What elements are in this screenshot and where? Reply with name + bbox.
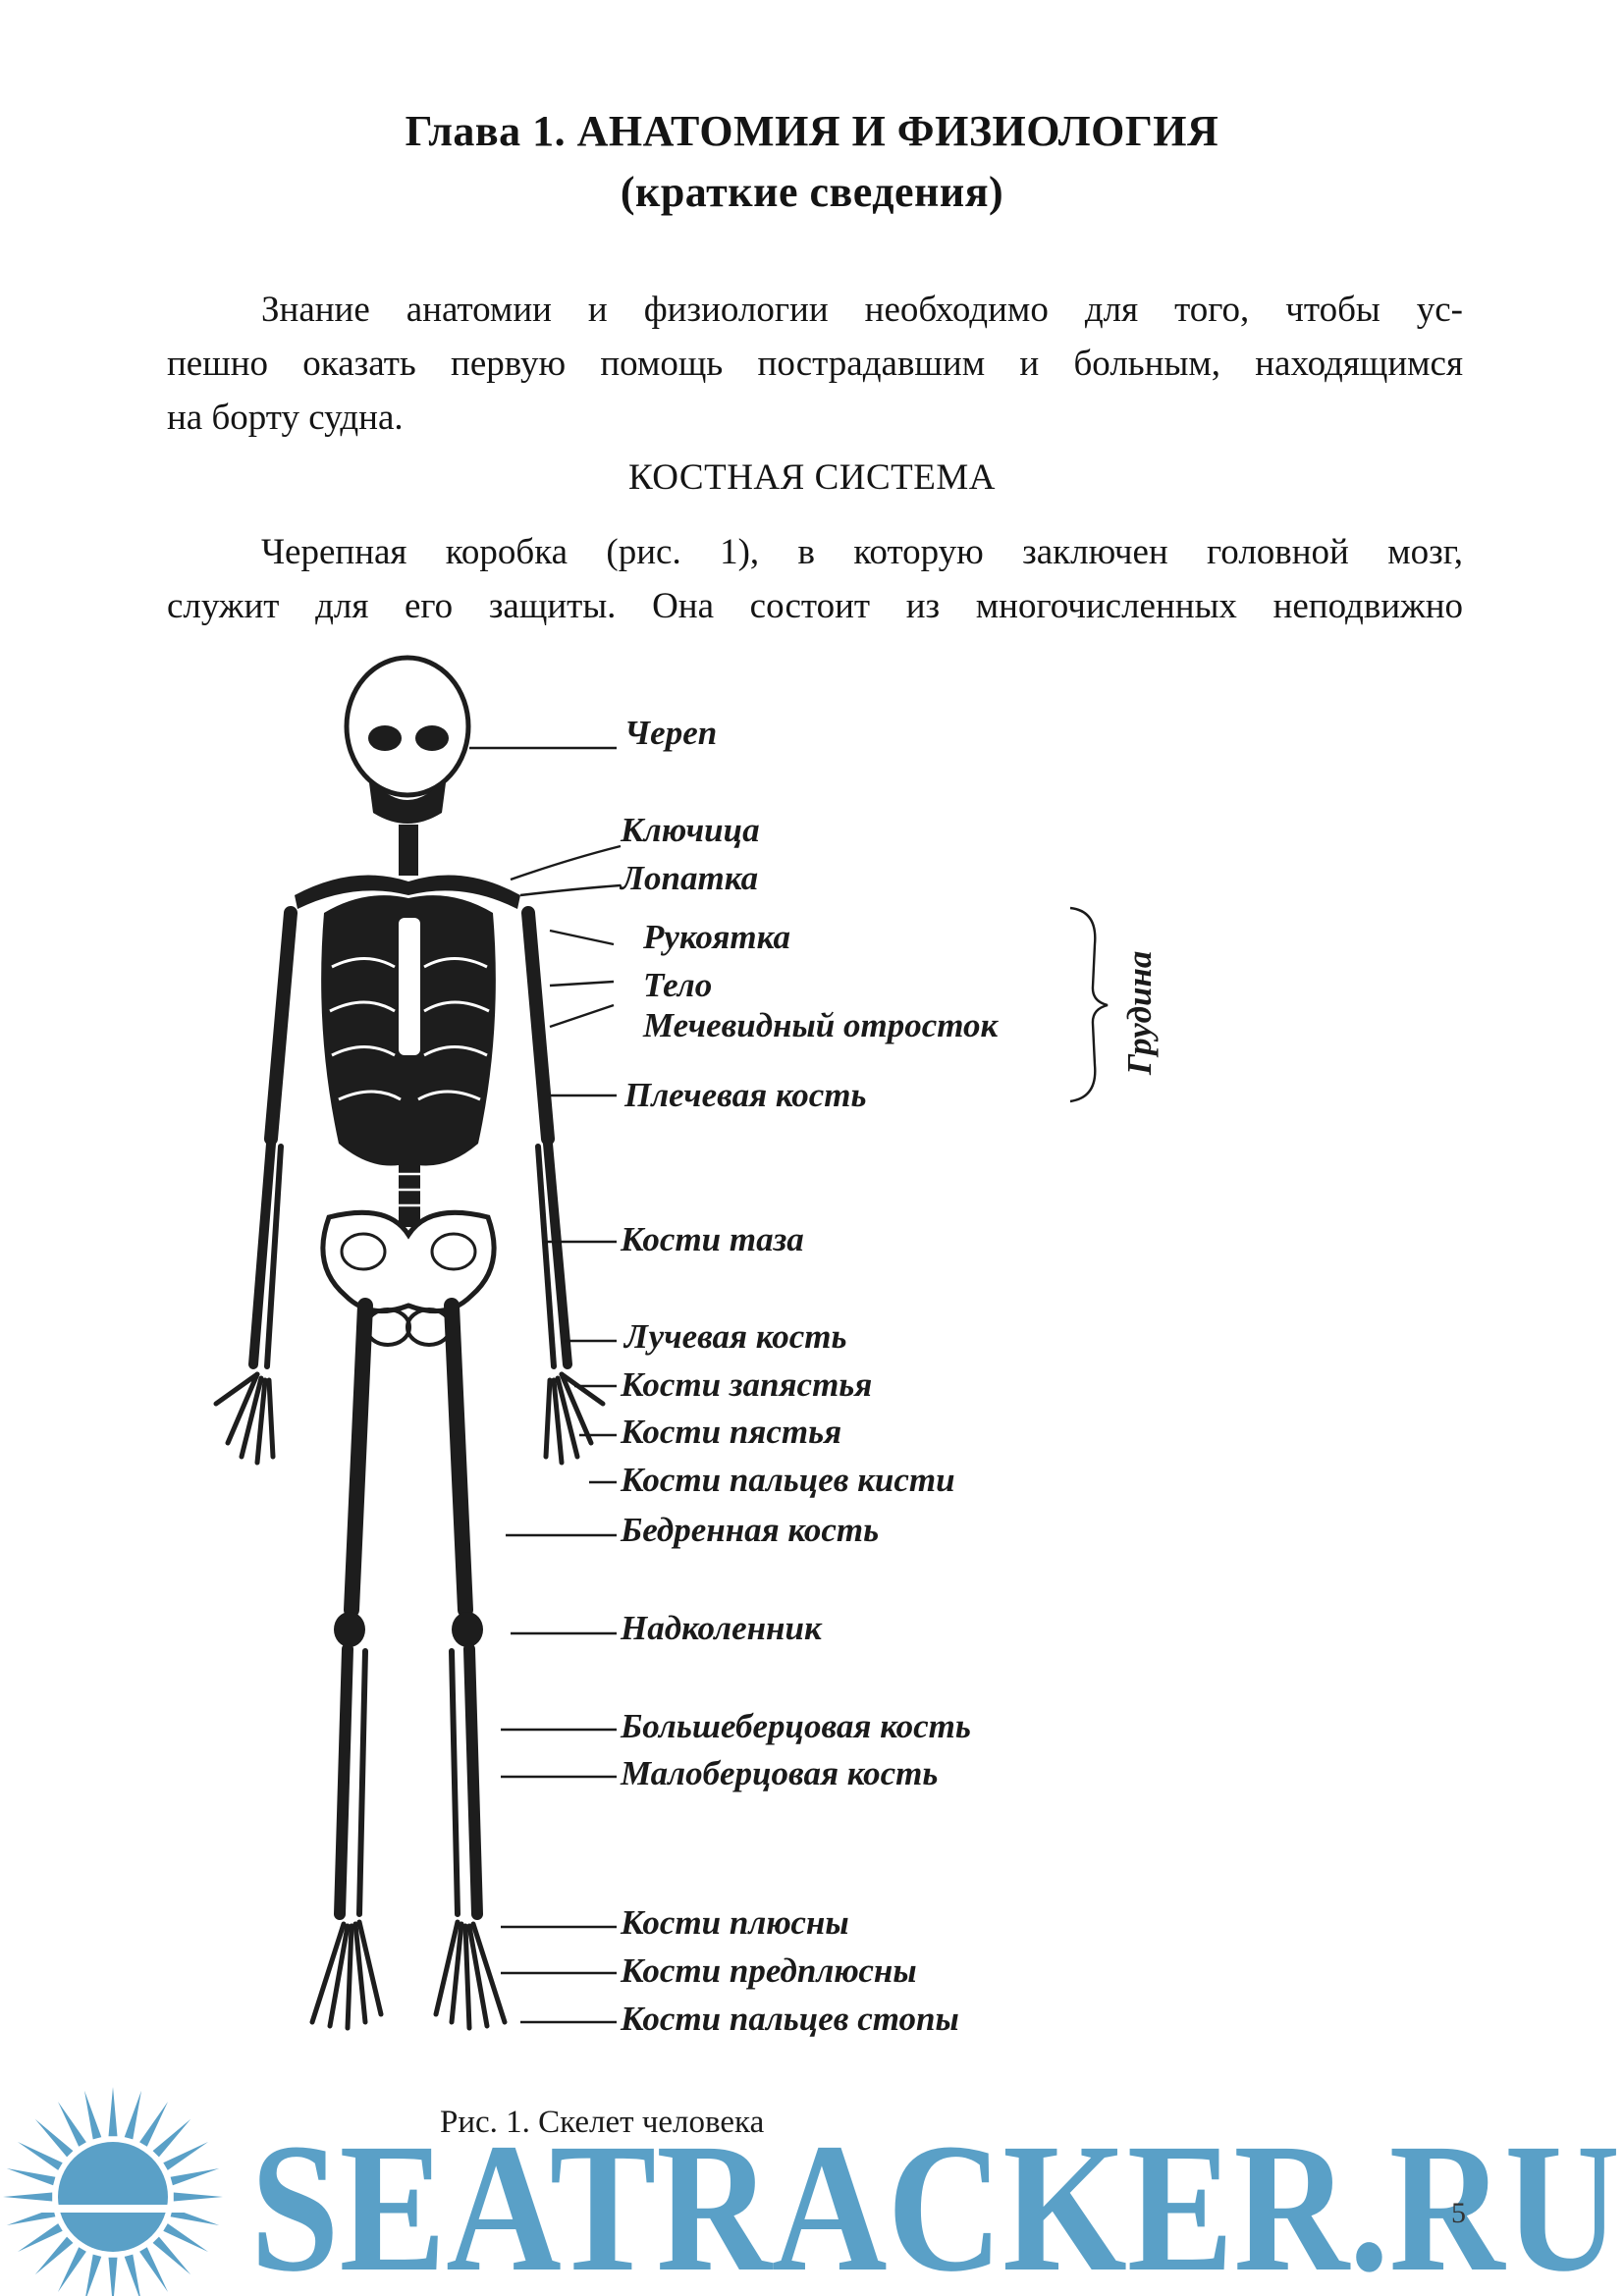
ribcage-drawing — [321, 895, 496, 1165]
label-carpals: Кости запястья — [621, 1365, 873, 1404]
label-clavicle: Ключица — [621, 811, 760, 849]
page-number: 5 — [1451, 2197, 1466, 2229]
label-finger-bones: Кости пальцев кисти — [621, 1461, 955, 1499]
text-line: на борту судна. — [167, 398, 404, 438]
pelvis-drawing — [323, 1212, 494, 1345]
label-radius: Лучевая кость — [624, 1317, 847, 1356]
label-fibula: Малоберцовая кость — [621, 1754, 939, 1792]
figure-caption: Рис. 1. Скелет человека — [440, 2105, 765, 2140]
label-sternum-group: Грудина — [1120, 950, 1159, 1075]
skeleton-drawing — [216, 658, 603, 2028]
spine-drawing — [399, 1158, 420, 1227]
section-title: КОСТНАЯ СИСТЕМА — [628, 457, 996, 498]
label-femur: Бедренная кость — [621, 1511, 880, 1549]
text-line: Черепная коробка (рис. 1), в которую заключен головной мозг, — [261, 532, 1463, 572]
label-scapula: Лопатка — [621, 859, 759, 897]
label-toe-bones: Кости пальцев стопы — [621, 2000, 959, 2038]
text-line: служит для его защиты. Она состоит из многочисленных неподвижно — [167, 586, 1463, 626]
label-pelvis: Кости таза — [621, 1220, 804, 1258]
label-humerus: Плечевая кость — [624, 1076, 867, 1114]
label-sternum-body: Тело — [643, 966, 713, 1004]
watermark-text: SEATRACKER.RU — [250, 2105, 1620, 2296]
label-patella: Надколенник — [621, 1609, 822, 1647]
legs-drawing — [312, 1306, 505, 2028]
label-tarsals: Кости предплюсны — [621, 1951, 917, 1990]
label-metatarsals: Кости плюсны — [621, 1903, 849, 1942]
label-metacarpals: Кости пястья — [621, 1413, 842, 1451]
chapter-title: Глава 1. АНАТОМИЯ И ФИЗИОЛОГИЯ — [405, 107, 1219, 155]
label-skull: Череп — [624, 714, 718, 752]
text-line: пешно оказать первую помощь пострадавшим и больным, находящимся — [167, 344, 1463, 384]
label-manubrium: Рукоятка — [643, 918, 790, 956]
chapter-subtitle: (краткие сведения) — [620, 168, 1004, 216]
label-xiphoid: Мечевидный отросток — [643, 1006, 999, 1044]
label-tibia: Большеберцовая кость — [621, 1707, 971, 1745]
text-line: Знание анатомии и физиологии необходимо для того, чтобы ус- — [261, 290, 1463, 330]
skull-drawing — [347, 658, 468, 824]
